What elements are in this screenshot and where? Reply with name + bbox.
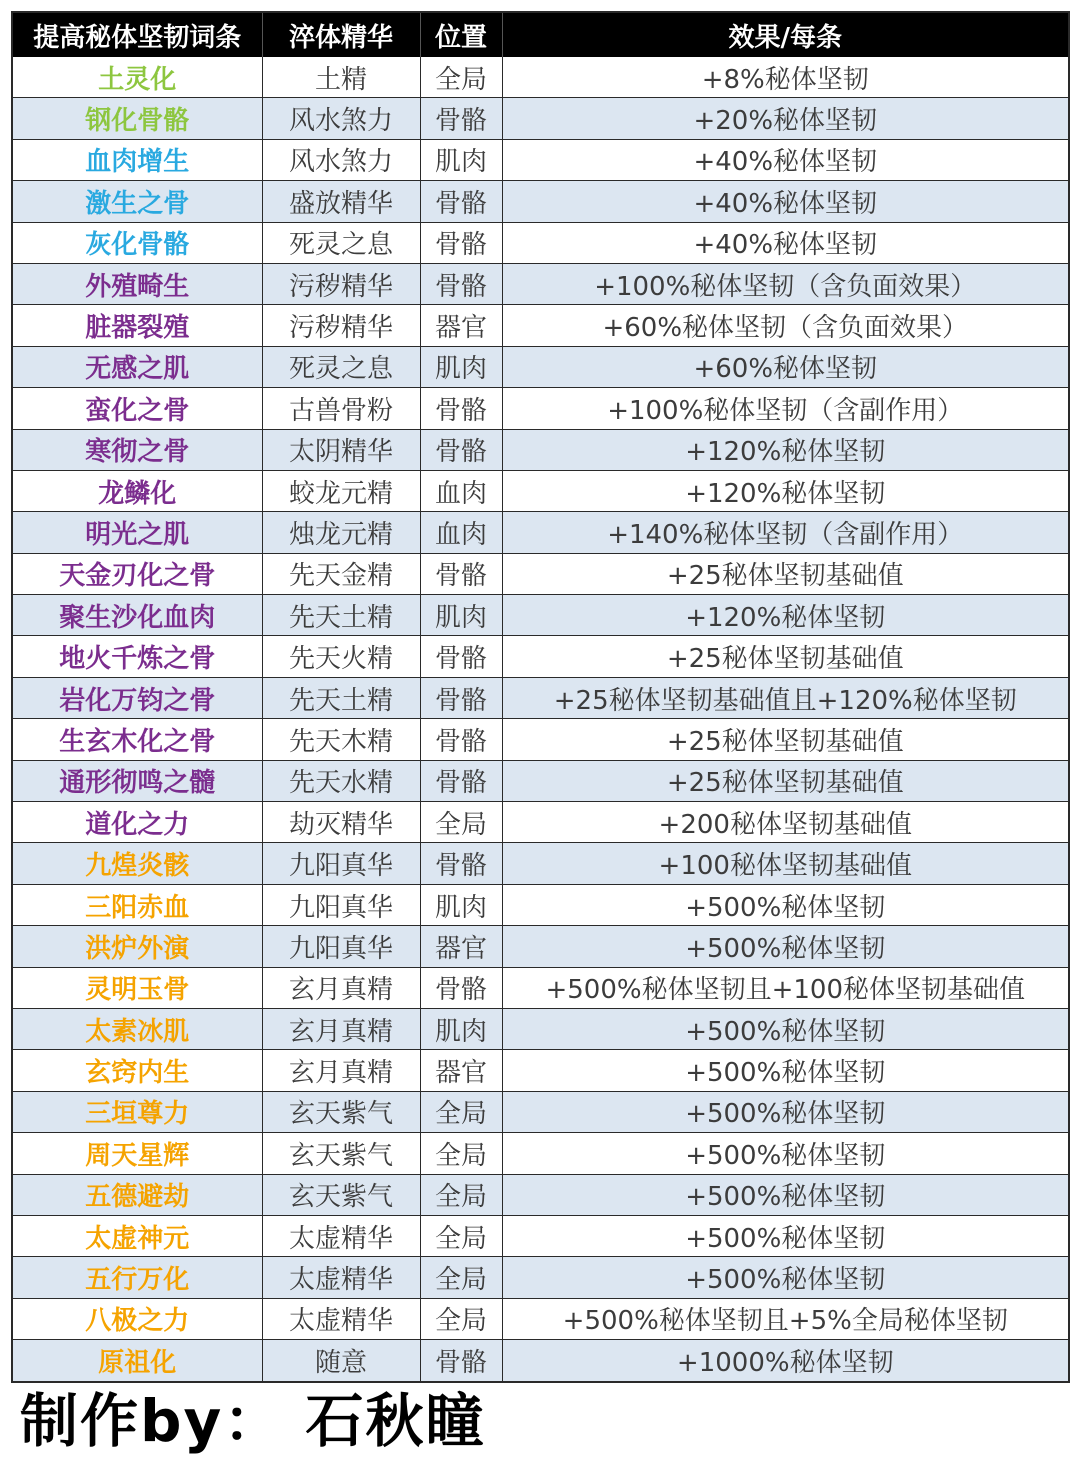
entry-name-cell: 周天星辉 bbox=[12, 1133, 262, 1174]
effect-cell: +500%秘体坚韧 bbox=[502, 1215, 1069, 1256]
effect-cell: +60%秘体坚韧（含负面效果） bbox=[502, 305, 1069, 346]
position-cell: 骨骼 bbox=[420, 719, 502, 760]
effect-cell: +500%秘体坚韧 bbox=[502, 1091, 1069, 1132]
position-cell: 骨骼 bbox=[420, 677, 502, 718]
position-cell: 全局 bbox=[420, 1174, 502, 1215]
position-cell: 肌肉 bbox=[420, 884, 502, 925]
essence-cell: 先天金精 bbox=[262, 553, 420, 594]
essence-cell: 太虚精华 bbox=[262, 1215, 420, 1256]
entry-name-cell: 聚生沙化血肉 bbox=[12, 595, 262, 636]
essence-cell: 玄月真精 bbox=[262, 1008, 420, 1049]
table-row bbox=[12, 139, 1069, 180]
table-row bbox=[12, 1298, 1069, 1339]
table-row bbox=[12, 1174, 1069, 1215]
table-row bbox=[12, 760, 1069, 801]
entry-name-cell: 太虚神元 bbox=[12, 1215, 262, 1256]
position-cell: 骨骼 bbox=[420, 98, 502, 139]
position-cell: 全局 bbox=[420, 1257, 502, 1298]
effect-cell: +500%秘体坚韧 bbox=[502, 926, 1069, 967]
essence-cell: 太虚精华 bbox=[262, 1257, 420, 1298]
essence-cell: 污秽精华 bbox=[262, 263, 420, 304]
position-cell: 骨骼 bbox=[420, 843, 502, 884]
effect-cell: +200秘体坚韧基础值 bbox=[502, 802, 1069, 843]
entry-name-cell: 五德避劫 bbox=[12, 1174, 262, 1215]
entry-name-cell: 激生之骨 bbox=[12, 181, 262, 222]
essence-cell: 烛龙元精 bbox=[262, 512, 420, 553]
position-cell: 全局 bbox=[420, 57, 502, 98]
essence-cell: 古兽骨粉 bbox=[262, 388, 420, 429]
header-effect: 效果/每条 bbox=[502, 12, 1069, 57]
effect-cell: +100%秘体坚韧（含副作用） bbox=[502, 388, 1069, 429]
position-cell: 骨骼 bbox=[420, 388, 502, 429]
entry-name-cell: 无感之肌 bbox=[12, 346, 262, 387]
table-row bbox=[12, 884, 1069, 925]
entry-name-cell: 洪炉外演 bbox=[12, 926, 262, 967]
essence-cell: 九阳真华 bbox=[262, 884, 420, 925]
table-row bbox=[12, 470, 1069, 511]
table-row bbox=[12, 1050, 1069, 1091]
position-cell: 器官 bbox=[420, 926, 502, 967]
position-cell: 骨骼 bbox=[420, 636, 502, 677]
position-cell: 器官 bbox=[420, 1050, 502, 1091]
effect-cell: +40%秘体坚韧 bbox=[502, 139, 1069, 180]
entry-name-cell: 五行万化 bbox=[12, 1257, 262, 1298]
essence-cell: 随意 bbox=[262, 1340, 420, 1382]
entry-name-cell: 龙鳞化 bbox=[12, 470, 262, 511]
entry-name-cell: 道化之力 bbox=[12, 802, 262, 843]
entry-name-cell: 脏器裂殖 bbox=[12, 305, 262, 346]
entry-name-cell: 灵明玉骨 bbox=[12, 967, 262, 1008]
essence-cell: 盛放精华 bbox=[262, 181, 420, 222]
essence-cell: 风水煞力 bbox=[262, 98, 420, 139]
entry-name-cell: 通形彻鸣之髓 bbox=[12, 760, 262, 801]
toughness-entries-table bbox=[11, 11, 1070, 1383]
effect-cell: +500%秘体坚韧且+100秘体坚韧基础值 bbox=[502, 967, 1069, 1008]
position-cell: 器官 bbox=[420, 305, 502, 346]
entry-name-cell: 三垣尊力 bbox=[12, 1091, 262, 1132]
effect-cell: +500%秘体坚韧 bbox=[502, 1050, 1069, 1091]
essence-cell: 风水煞力 bbox=[262, 139, 420, 180]
effect-cell: +25秘体坚韧基础值 bbox=[502, 553, 1069, 594]
position-cell: 骨骼 bbox=[420, 1340, 502, 1382]
table-row bbox=[12, 346, 1069, 387]
table-row bbox=[12, 802, 1069, 843]
entry-name-cell: 寒彻之骨 bbox=[12, 429, 262, 470]
essence-cell: 九阳真华 bbox=[262, 843, 420, 884]
table-row bbox=[12, 1091, 1069, 1132]
effect-cell: +25秘体坚韧基础值 bbox=[502, 760, 1069, 801]
entry-name-cell: 钢化骨骼 bbox=[12, 98, 262, 139]
effect-cell: +100秘体坚韧基础值 bbox=[502, 843, 1069, 884]
effect-cell: +8%秘体坚韧 bbox=[502, 57, 1069, 98]
effect-cell: +500%秘体坚韧 bbox=[502, 1008, 1069, 1049]
position-cell: 骨骼 bbox=[420, 181, 502, 222]
table-row bbox=[12, 388, 1069, 429]
table-row bbox=[12, 553, 1069, 594]
header-row bbox=[12, 12, 1069, 57]
table-row bbox=[12, 1133, 1069, 1174]
table-row bbox=[12, 1008, 1069, 1049]
position-cell: 骨骼 bbox=[420, 429, 502, 470]
position-cell: 骨骼 bbox=[420, 263, 502, 304]
header-entry-name: 提高秘体坚韧词条 bbox=[12, 12, 262, 57]
table-row bbox=[12, 98, 1069, 139]
essence-cell: 劫灭精华 bbox=[262, 802, 420, 843]
position-cell: 骨骼 bbox=[420, 760, 502, 801]
essence-cell: 先天土精 bbox=[262, 595, 420, 636]
effect-cell: +25秘体坚韧基础值 bbox=[502, 719, 1069, 760]
entry-name-cell: 明光之肌 bbox=[12, 512, 262, 553]
table-row bbox=[12, 181, 1069, 222]
position-cell: 肌肉 bbox=[420, 595, 502, 636]
effect-cell: +120%秘体坚韧 bbox=[502, 429, 1069, 470]
author-credit: 制作by： 石秋瞳 bbox=[20, 1387, 486, 1455]
entry-name-cell: 原祖化 bbox=[12, 1340, 262, 1382]
position-cell: 肌肉 bbox=[420, 139, 502, 180]
table-row bbox=[12, 305, 1069, 346]
entry-name-cell: 天金刃化之骨 bbox=[12, 553, 262, 594]
header-essence: 淬体精华 bbox=[262, 12, 420, 57]
table-row bbox=[12, 843, 1069, 884]
entry-name-cell: 八极之力 bbox=[12, 1298, 262, 1339]
effect-cell: +40%秘体坚韧 bbox=[502, 222, 1069, 263]
position-cell: 骨骼 bbox=[420, 222, 502, 263]
table-row bbox=[12, 926, 1069, 967]
effect-cell: +120%秘体坚韧 bbox=[502, 470, 1069, 511]
table-row bbox=[12, 677, 1069, 718]
table-row bbox=[12, 263, 1069, 304]
table-row bbox=[12, 222, 1069, 263]
position-cell: 骨骼 bbox=[420, 553, 502, 594]
entry-name-cell: 三阳赤血 bbox=[12, 884, 262, 925]
effect-cell: +1000%秘体坚韧 bbox=[502, 1340, 1069, 1382]
table-row bbox=[12, 1340, 1069, 1382]
effect-cell: +60%秘体坚韧 bbox=[502, 346, 1069, 387]
effect-cell: +500%秘体坚韧 bbox=[502, 884, 1069, 925]
effect-cell: +500%秘体坚韧 bbox=[502, 1133, 1069, 1174]
essence-cell: 玄天紫气 bbox=[262, 1133, 420, 1174]
table-row bbox=[12, 719, 1069, 760]
effect-cell: +40%秘体坚韧 bbox=[502, 181, 1069, 222]
entry-name-cell: 土灵化 bbox=[12, 57, 262, 98]
essence-cell: 玄月真精 bbox=[262, 967, 420, 1008]
table-row bbox=[12, 636, 1069, 677]
table-row bbox=[12, 595, 1069, 636]
table-row bbox=[12, 57, 1069, 98]
entry-name-cell: 生玄木化之骨 bbox=[12, 719, 262, 760]
table-header bbox=[12, 12, 1069, 57]
essence-cell: 污秽精华 bbox=[262, 305, 420, 346]
effect-cell: +140%秘体坚韧（含副作用） bbox=[502, 512, 1069, 553]
essence-cell: 死灵之息 bbox=[262, 222, 420, 263]
position-cell: 全局 bbox=[420, 1133, 502, 1174]
entry-name-cell: 九煌炎骸 bbox=[12, 843, 262, 884]
effect-cell: +25秘体坚韧基础值 bbox=[502, 636, 1069, 677]
essence-cell: 土精 bbox=[262, 57, 420, 98]
header-position: 位置 bbox=[420, 12, 502, 57]
effect-cell: +20%秘体坚韧 bbox=[502, 98, 1069, 139]
table-row bbox=[12, 967, 1069, 1008]
essence-cell: 九阳真华 bbox=[262, 926, 420, 967]
table-row bbox=[12, 1257, 1069, 1298]
essence-cell: 先天水精 bbox=[262, 760, 420, 801]
entry-name-cell: 玄窍内生 bbox=[12, 1050, 262, 1091]
entry-name-cell: 蛮化之骨 bbox=[12, 388, 262, 429]
position-cell: 血肉 bbox=[420, 512, 502, 553]
entry-name-cell: 地火千炼之骨 bbox=[12, 636, 262, 677]
position-cell: 全局 bbox=[420, 1215, 502, 1256]
position-cell: 血肉 bbox=[420, 470, 502, 511]
effect-cell: +100%秘体坚韧（含负面效果） bbox=[502, 263, 1069, 304]
effect-cell: +500%秘体坚韧 bbox=[502, 1174, 1069, 1215]
table-row bbox=[12, 429, 1069, 470]
position-cell: 骨骼 bbox=[420, 967, 502, 1008]
essence-cell: 先天木精 bbox=[262, 719, 420, 760]
position-cell: 全局 bbox=[420, 802, 502, 843]
entry-name-cell: 灰化骨骼 bbox=[12, 222, 262, 263]
essence-cell: 玄天紫气 bbox=[262, 1174, 420, 1215]
effect-cell: +500%秘体坚韧且+5%全局秘体坚韧 bbox=[502, 1298, 1069, 1339]
table-row bbox=[12, 1215, 1069, 1256]
effect-cell: +500%秘体坚韧 bbox=[502, 1257, 1069, 1298]
entry-name-cell: 血肉增生 bbox=[12, 139, 262, 180]
table-row bbox=[12, 512, 1069, 553]
essence-cell: 太虚精华 bbox=[262, 1298, 420, 1339]
entry-name-cell: 外殖畸生 bbox=[12, 263, 262, 304]
essence-cell: 死灵之息 bbox=[262, 346, 420, 387]
essence-cell: 蛟龙元精 bbox=[262, 470, 420, 511]
essence-cell: 先天火精 bbox=[262, 636, 420, 677]
table-body bbox=[12, 57, 1069, 1382]
position-cell: 全局 bbox=[420, 1091, 502, 1132]
effect-cell: +120%秘体坚韧 bbox=[502, 595, 1069, 636]
essence-cell: 玄月真精 bbox=[262, 1050, 420, 1091]
entry-name-cell: 太素冰肌 bbox=[12, 1008, 262, 1049]
essence-cell: 先天土精 bbox=[262, 677, 420, 718]
effect-cell: +25秘体坚韧基础值且+120%秘体坚韧 bbox=[502, 677, 1069, 718]
essence-cell: 玄天紫气 bbox=[262, 1091, 420, 1132]
entry-name-cell: 岩化万钧之骨 bbox=[12, 677, 262, 718]
position-cell: 肌肉 bbox=[420, 1008, 502, 1049]
essence-cell: 太阴精华 bbox=[262, 429, 420, 470]
position-cell: 肌肉 bbox=[420, 346, 502, 387]
position-cell: 全局 bbox=[420, 1298, 502, 1339]
